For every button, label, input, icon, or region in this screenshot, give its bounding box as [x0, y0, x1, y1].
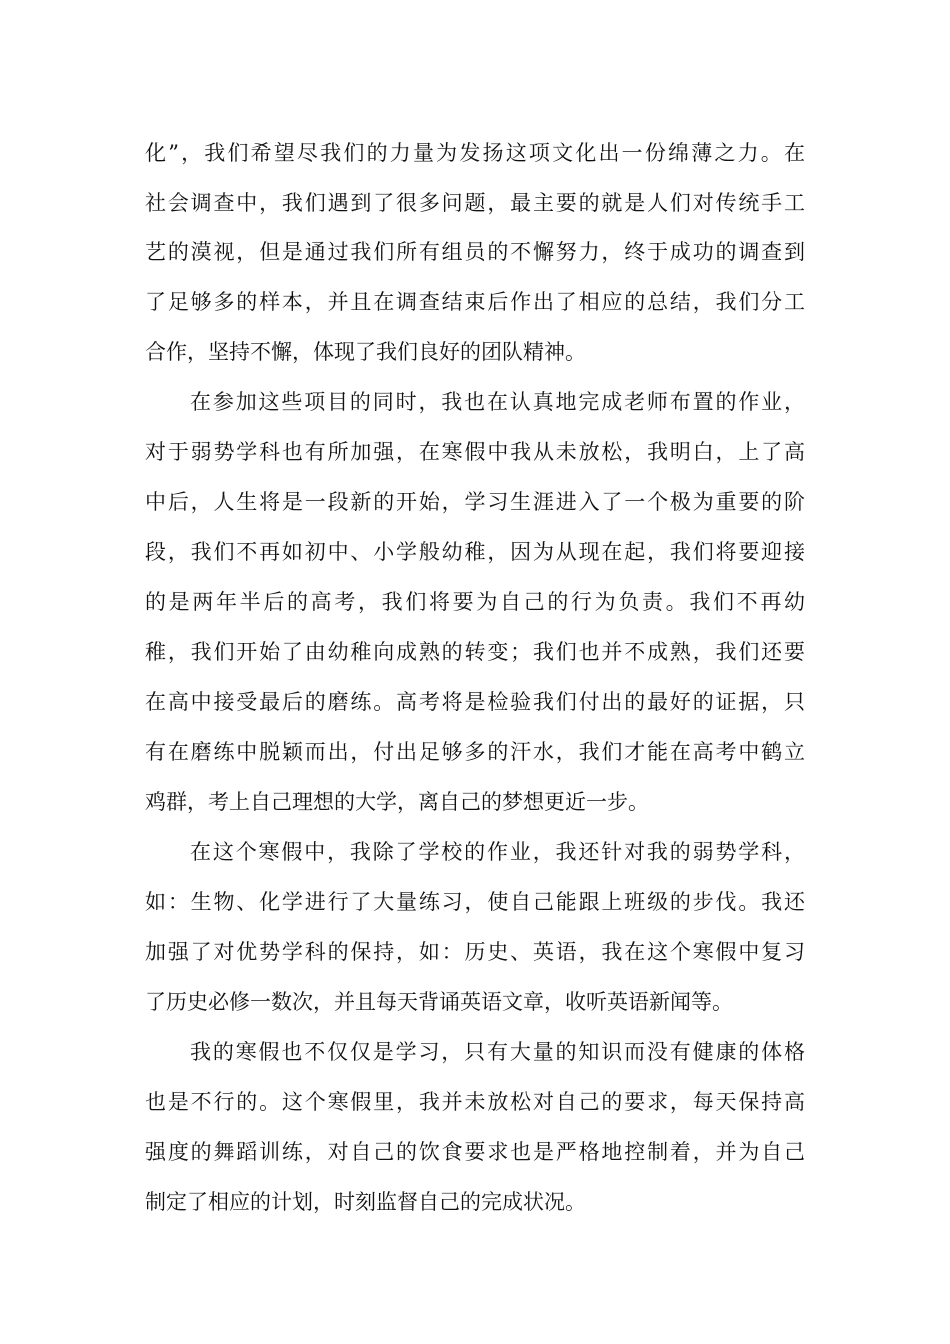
text-line: 对于弱势学科也有所加强，在寒假中我从未放松，我明白，上了高	[145, 440, 805, 464]
text-line: 我的寒假也不仅仅是学习，只有大量的知识而没有健康的体格	[190, 1040, 805, 1064]
text-line: 稚，我们开始了由幼稚向成熟的转变；我们也并不成熟，我们还要	[145, 640, 805, 664]
text-line: 也是不行的。这个寒假里，我并未放松对自己的要求，每天保持高	[145, 1090, 805, 1114]
text-line: 加强了对优势学科的保持，如：历史、英语，我在这个寒假中复习	[145, 940, 805, 964]
text-line: 了历史必修一数次，并且每天背诵英语文章，收听英语新闻等。	[145, 990, 733, 1014]
text-line: 的是两年半后的高考，我们将要为自己的行为负责。我们不再幼	[145, 590, 805, 614]
text-line: 艺的漠视，但是通过我们所有组员的不懈努力，终于成功的调查到	[145, 240, 805, 264]
text-line: 制定了相应的计划，时刻监督自己的完成状况。	[145, 1190, 586, 1214]
text-line: 段，我们不再如初中、小学般幼稚，因为从现在起，我们将要迎接	[145, 540, 805, 564]
text-line: 鸡群，考上自己理想的大学，离自己的梦想更近一步。	[145, 790, 649, 814]
text-line: 社会调查中，我们遇到了很多问题，最主要的就是人们对传统手工	[145, 191, 805, 215]
text-line: 在这个寒假中，我除了学校的作业，我还针对我的弱势学科，	[190, 840, 805, 864]
text-line: 如：生物、化学进行了大量练习，使自己能跟上班级的步伐。我还	[145, 890, 805, 914]
text-line: 有在磨练中脱颖而出，付出足够多的汗水，我们才能在高考中鹤立	[145, 740, 805, 764]
text-line: 在参加这些项目的同时，我也在认真地完成老师布置的作业，	[190, 390, 805, 414]
text-line: 合作，坚持不懈，体现了我们良好的团队精神。	[145, 340, 586, 364]
text-line: 了足够多的样本，并且在调查结束后作出了相应的总结，我们分工	[145, 290, 805, 314]
text-line: 在高中接受最后的磨练。高考将是检验我们付出的最好的证据，只	[145, 690, 805, 714]
text-line: 强度的舞蹈训练，对自己的饮食要求也是严格地控制着，并为自己	[145, 1140, 805, 1164]
text-line: 化”，我们希望尽我们的力量为发扬这项文化出一份绵薄之力。在	[145, 141, 805, 165]
text-line: 中后，人生将是一段新的开始，学习生涯进入了一个极为重要的阶	[145, 490, 805, 514]
